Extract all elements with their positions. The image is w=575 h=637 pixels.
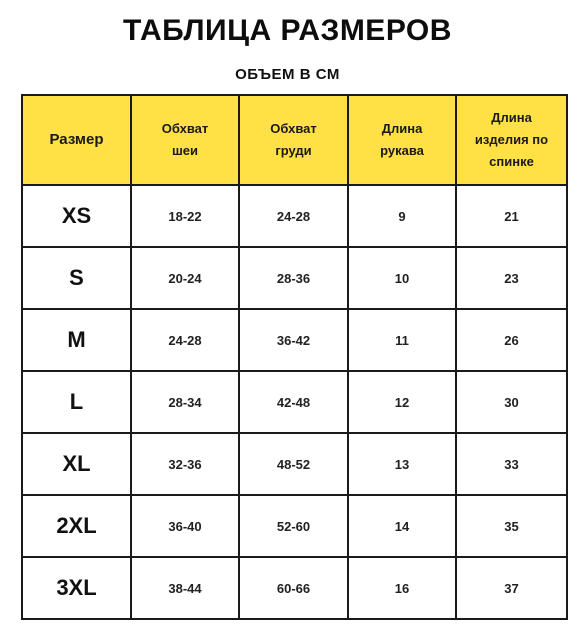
neck-cell: 18-22 [131, 185, 239, 247]
size-cell: 3XL [22, 557, 131, 619]
back-length-cell: 30 [456, 371, 567, 433]
page-title: ТАБЛИЦА РАЗМЕРОВ [123, 14, 452, 47]
sleeve-cell: 12 [348, 371, 456, 433]
chest-cell: 60-66 [239, 557, 348, 619]
back-length-cell: 35 [456, 495, 567, 557]
table-row [22, 495, 567, 557]
header-back-length-line: Длина [491, 110, 532, 125]
sleeve-cell: 10 [348, 247, 456, 309]
header-sleeve-line: рукава [380, 143, 424, 158]
header-sleeve-line: Длина [381, 121, 423, 136]
table-header [22, 95, 567, 185]
chest-cell: 28-36 [239, 247, 348, 309]
chest-cell: 36-42 [239, 309, 348, 371]
size-cell: S [22, 247, 131, 309]
neck-cell: 36-40 [131, 495, 239, 557]
header-neck [131, 95, 239, 185]
neck-cell: 28-34 [131, 371, 239, 433]
size-cell: XL [22, 433, 131, 495]
header-chest [239, 95, 348, 185]
sleeve-cell: 14 [348, 495, 456, 557]
neck-cell: 32-36 [131, 433, 239, 495]
back-length-cell: 23 [456, 247, 567, 309]
header-chest-line: Обхват [270, 121, 317, 136]
back-length-cell: 33 [456, 433, 567, 495]
back-length-cell: 26 [456, 309, 567, 371]
size-cell: 2XL [22, 495, 131, 557]
header-neck-line: шеи [171, 143, 199, 158]
neck-cell: 20-24 [131, 247, 239, 309]
sleeve-cell: 16 [348, 557, 456, 619]
header-chest-line: груди [275, 143, 312, 158]
header-sleeve [348, 95, 456, 185]
chest-cell: 24-28 [239, 185, 348, 247]
size-cell: XS [22, 185, 131, 247]
header-size [22, 95, 131, 185]
size-cell: M [22, 309, 131, 371]
table-row [22, 247, 567, 309]
neck-cell: 24-28 [131, 309, 239, 371]
table-row [22, 433, 567, 495]
chest-cell: 52-60 [239, 495, 348, 557]
header-back-length-line: изделия по [474, 132, 549, 147]
header-row [22, 95, 567, 185]
table-row [22, 557, 567, 619]
size-cell: L [22, 371, 131, 433]
header-neck-line: Обхват [161, 121, 209, 136]
back-length-cell: 21 [456, 185, 567, 247]
size-chart-table [21, 94, 568, 620]
header-back-length-line: спинке [489, 154, 534, 169]
sleeve-cell: 11 [348, 309, 456, 371]
table-row [22, 185, 567, 247]
neck-cell: 38-44 [131, 557, 239, 619]
header-size-line: Размер [49, 131, 104, 148]
header-back-length [456, 95, 567, 185]
page-subtitle: ОБЪЕМ В СМ [235, 66, 340, 83]
chest-cell: 42-48 [239, 371, 348, 433]
table-row [22, 371, 567, 433]
sleeve-cell: 13 [348, 433, 456, 495]
sleeve-cell: 9 [348, 185, 456, 247]
table-row [22, 309, 567, 371]
back-length-cell: 37 [456, 557, 567, 619]
table-body [22, 185, 567, 619]
chest-cell: 48-52 [239, 433, 348, 495]
